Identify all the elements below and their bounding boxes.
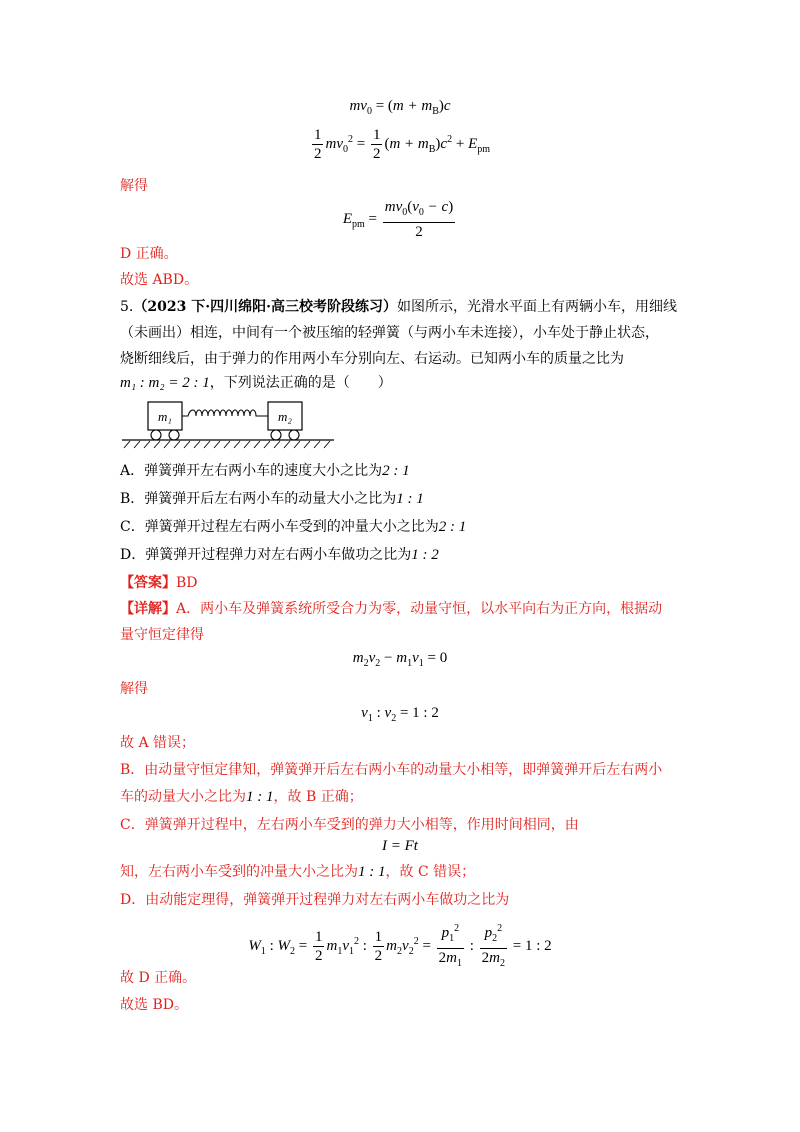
detail-final: 故选 BD。 [120, 997, 188, 1013]
detail-line1-text: A．两小车及弹簧系统所受合力为零，动量守恒，以水平向右为正方向，根据动 [176, 601, 663, 617]
option-b-math: 1 : 1 [396, 491, 424, 507]
question-5-line1 [120, 297, 677, 317]
question-number: 5. [120, 299, 134, 315]
option-b-text: B．弹簧弹开后左右两小车的动量大小之比为 [120, 491, 397, 507]
eq1-text: $mv_0 = (m + m_B)c$ [349, 98, 451, 117]
detail-b-math: 1 : 1 [246, 789, 274, 805]
frac-half-right: $\frac{1}{2}$ [372, 127, 381, 162]
question-stem-1: 如图所示，光滑水平面上有两辆小车，用细线 [396, 299, 677, 315]
option-b [120, 489, 424, 509]
equation-epm: $E_{pm}$ = $\frac{mv_0(v_0 - c)}{2}$ [342, 199, 454, 240]
option-d-text: D．弹簧弹开过程弹力对左右两小车做功之比为 [120, 547, 412, 563]
option-d-math: 1 : 2 [411, 547, 439, 563]
two-carts-spring-figure [120, 398, 340, 450]
equation-work: $W_1$ : $W_2$ = $\frac{1}{2}$ $m_1v_1^2$ : $\frac{1}{2}$ $m_2v_2^2$ = $\frac{p_1^2}{2m_1}$ : $\frac{p_2^2}{2m_2}$ = 1 : 2 [0, 920, 800, 973]
detail-b-line1: B．由动量守恒定律知，弹簧弹开后左右两小车的动量大小相等，即弹簧弹开后左右两小 [120, 762, 663, 778]
detail-line2: 量守恒定律得 [120, 627, 204, 643]
detail-a-wrong: 故 A 错误； [120, 735, 196, 751]
equation-velocity-ratio: $v_1$ : $v_2 = 1$ : 2 [361, 705, 439, 724]
question-stem-4 [120, 373, 392, 393]
label-m2: m₂ [278, 409, 292, 424]
stem-4-text: ，下列说法正确的是（ ） [209, 375, 392, 391]
answer-value: BD [176, 575, 198, 591]
question-stem-3: 烧断细线后，由于弹力的作用两小车分别向左、右运动。已知两小车的质量之比为 [120, 351, 624, 367]
equation-momentum: $m_2v_2 - m_1v_1 = 0$ [352, 650, 448, 669]
detail-d-line1: D．由动能定理得，弹簧弹开过程弹力对左右两小车做功之比为 [120, 892, 510, 908]
frac-epm: $\frac{mv_0(v_0 - c)}{2}$ [384, 199, 454, 240]
wheel-right-2 [289, 430, 299, 440]
detail-b-line2 [120, 787, 363, 807]
label-m1: m₁ [158, 409, 172, 424]
spring [182, 410, 268, 416]
solve-label-prev: 解得 [120, 178, 148, 194]
option-a-math: 2 : 1 [382, 463, 410, 479]
answer-tag: 【答案】 [120, 575, 176, 591]
equation-energy-prev: $\frac{1}{2}$ $mv_0^2$ = $\frac{1}{2}$ $(m + m_B)c^2 + E_{pm}$ [313, 127, 491, 162]
detail-solve-label: 解得 [120, 681, 148, 697]
detail-c-line3 [120, 862, 475, 882]
option-c-text: C．弹簧弹开过程左右两小车受到的冲量大小之比为 [120, 519, 439, 535]
prev-answer-line: 故选 ABD。 [120, 272, 199, 288]
wheel-right-1 [271, 430, 281, 440]
equation-impulse: I = Ft [382, 838, 418, 854]
option-a-text: A．弹簧弹开左右两小车的速度大小之比为 [120, 463, 383, 479]
wheel-left-2 [169, 430, 179, 440]
detail-c-pre: 知，左右两小车受到的冲量大小之比为 [120, 864, 358, 880]
option-d [120, 545, 439, 565]
detail-b-pre: 车的动量大小之比为 [120, 789, 246, 805]
prev-conclusion: D 正确。 [120, 246, 178, 262]
option-a [120, 461, 410, 481]
equation-momentum-prev [0, 98, 800, 117]
detail-c-post: ，故 C 错误； [385, 864, 476, 880]
detail-d-right: 故 D 正确。 [120, 970, 197, 986]
detail-c-math: 1 : 1 [358, 864, 386, 880]
detail-tag: 【详解】 [120, 601, 176, 617]
answer-line [120, 573, 198, 593]
detail-c-line1: C．弹簧弹开过程中，左右两小车受到的弹力大小相等，作用时间相同，由 [120, 817, 579, 833]
detail-b-post: ，故 B 正确； [273, 789, 363, 805]
option-c-math: 2 : 1 [438, 519, 467, 535]
option-c [120, 517, 466, 537]
question-stem-2: （未画出）相连，中间有一个被压缩的轻弹簧（与两小车未连接），小车处于静止状态， [120, 325, 659, 341]
wheel-left-1 [151, 430, 161, 440]
ground-hatch [124, 441, 330, 448]
mass-ratio: m₁ : m₂ = 2 : 1 [120, 375, 210, 391]
frac-half-left: $\frac{1}{2}$ [313, 127, 322, 162]
question-source: （2023 下·四川绵阳·高三校考阶段练习） [133, 299, 397, 315]
detail-line1 [120, 599, 662, 619]
